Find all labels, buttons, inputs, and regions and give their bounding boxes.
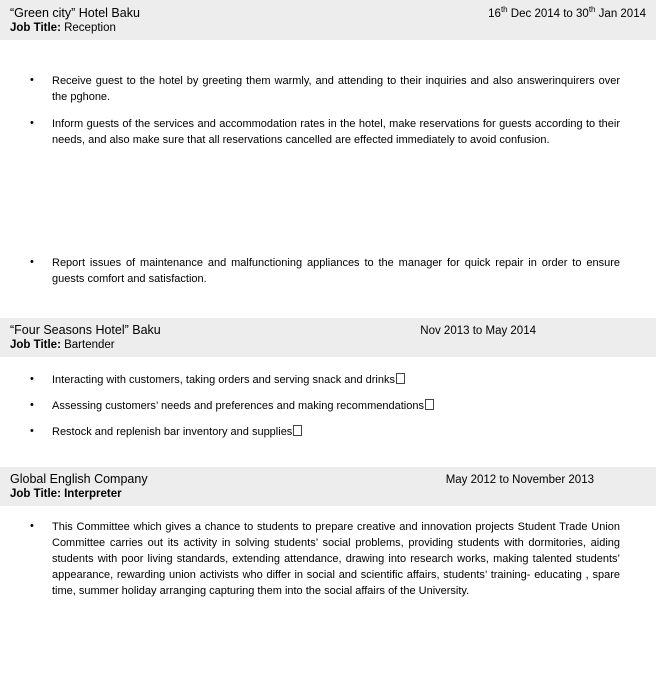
list-item — [0, 399, 656, 415]
list-item-text: Restock and replenish bar inventory and supplies — [52, 426, 293, 439]
list-item: • Inform guests of the services and accommodation rates in the hotel, make reservations for guests according to their needs, and also make sure that all reservations cancelled are effected immediately to avoid confusion. — [0, 117, 656, 149]
spacer — [0, 298, 656, 318]
company-name: Global English Company — [10, 472, 148, 487]
list-item: • Report issues of maintenance and malfunctioning appliances to the manager for quick repair in order to ensure guests comfort and satisfaction. — [0, 256, 656, 288]
employment-dates: 16th Dec 2014 to 30th Jan 2014 — [488, 5, 646, 20]
duties-list-global-english — [0, 520, 656, 600]
employment-dates: Nov 2013 to May 2014 — [420, 325, 536, 338]
job-title-label: Job Title: Interpreter — [10, 488, 122, 501]
job-header-row — [10, 472, 646, 486]
company-name: “Four Seasons Hotel” Baku — [10, 323, 161, 338]
duties-list-green-city-continued — [0, 256, 656, 288]
list-item — [0, 425, 656, 441]
missing-glyph-icon — [293, 425, 302, 436]
list-item-text: Interacting with customers, taking orders and serving snack and drinks — [52, 374, 395, 387]
job-title — [10, 339, 646, 351]
page-break-gap — [0, 160, 656, 256]
job-title — [10, 22, 646, 34]
employment-dates: May 2012 to November 2013 — [445, 474, 594, 487]
job-title-label: Job Title: — [10, 21, 61, 34]
spacer — [0, 40, 656, 74]
duties-list-green-city — [0, 74, 656, 149]
missing-glyph-icon — [425, 399, 434, 410]
job-title-value: Reception — [64, 21, 116, 34]
spacer — [0, 451, 656, 467]
job-title-label: Job Title: — [10, 339, 61, 352]
missing-glyph-icon — [396, 373, 405, 384]
list-item: • This Committee which gives a chance to students to prepare creative and innovation projects Student Trade Union Committee carries out its activity in solving students’ social problems, providing students with dormitories, aiding students with poor living standards, extending attendance, drawing into research works, making talented students’ appearance, rewarding union activists who differ in social and scientific affairs, students’ training- educating , spare time, summer holiday arranging capturing them into the social affairs of the University. — [0, 520, 656, 600]
job-header-row — [10, 5, 646, 20]
spacer — [0, 506, 656, 520]
date-ordinal-suffix: th — [588, 5, 596, 14]
job-title-value: Bartender — [64, 339, 115, 352]
spacer — [0, 357, 656, 373]
company-name: “Green city” Hotel Baku — [10, 5, 140, 20]
date-ordinal-suffix: th — [500, 5, 508, 14]
list-item-text: Assessing customers’ needs and preferences and making recommendations — [52, 400, 424, 413]
job-header-row — [10, 323, 646, 337]
duties-list-four-seasons — [0, 373, 656, 441]
list-item: • Receive guest to the hotel by greeting them warmly, and attending to their inquiries and also answerinquirers over the pghone. — [0, 74, 656, 106]
job-header-green-city — [0, 0, 656, 40]
job-header-global-english — [0, 467, 656, 506]
job-title — [10, 488, 646, 500]
job-header-four-seasons — [0, 318, 656, 357]
list-item — [0, 373, 656, 389]
